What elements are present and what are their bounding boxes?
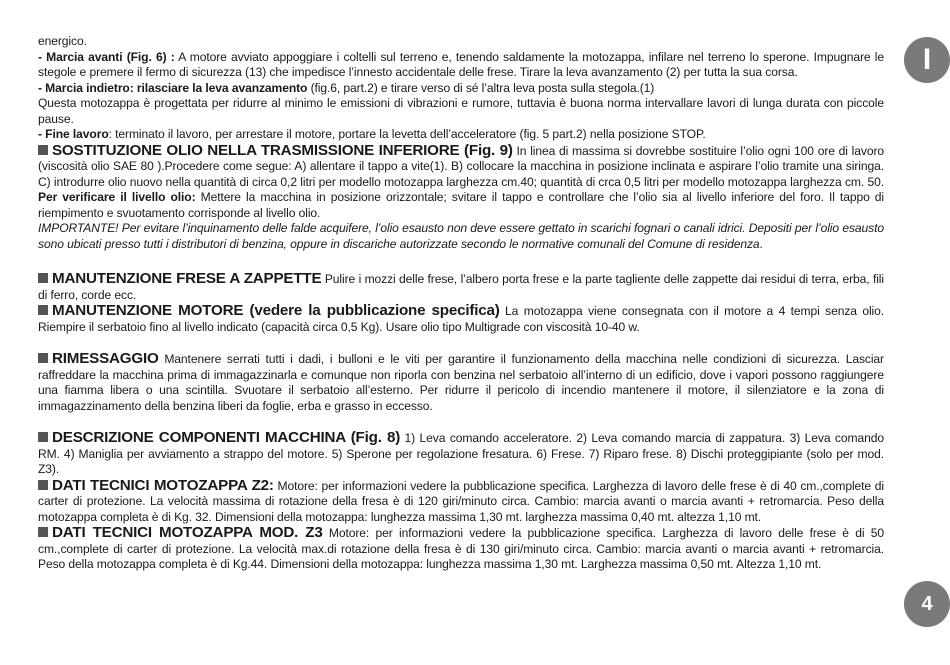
fine-lavoro-paragraph <box>38 127 884 143</box>
section-bullet-icon <box>38 480 48 490</box>
olio-important-text: IMPORTANTE! Per evitare l’inquinamento delle falde acquifere, l’olio esausto non deve essere gettato in scarichi fognari o canali idrici. Depositi per l’olio esausto sono ubicati presso tutti i distributori di benzina, oppure in discariche autorizzate secondo le normative comunali del Comune di residenza <box>38 221 884 251</box>
frese-section <box>38 271 884 303</box>
section-bullet-icon <box>38 145 48 155</box>
section-bullet-icon <box>38 432 48 442</box>
olio-text-2: Mettere la macchina in posizione orizzontale; svitare il tappo e controllare che l’olio sia al livello inferiore del foro. Il tappo di riempimento e svuotamento corrisponde al livello olio. <box>38 190 885 220</box>
olio-heading: SOSTITUZIONE OLIO NELLA TRASMISSIONE INFERIORE (Fig. 9) <box>52 141 513 159</box>
spacer <box>38 335 884 351</box>
z3-text: Motore: per informazioni vedere la pubblicazione specifica. Larghezza di lavoro delle frese è di 50 cm.,complete di carter di protezione. La velocità max.di rotazione della fresa è di 130 giri/minuto circa. Cambio: marcia avanti o marcia avanti + retromarcia. Peso della motozappa completa è di Kg.44. Dimensioni della motozappa: lunghezza massima 1,30 mt. Larghezza massima 0,50 mt. Altezza 1,10 mt. <box>38 526 885 571</box>
intro-line: energico. <box>38 34 87 48</box>
spacer <box>38 414 884 430</box>
fine-lavoro-text: : terminato il lavoro, per arrestare il motore, portare la levetta dell’acceleratore (fig. 5 part.2) nella posizione STOP. <box>108 127 706 141</box>
section-bullet-icon <box>38 305 48 315</box>
olio-important-note <box>38 221 884 252</box>
componenti-heading: DESCRIZIONE COMPONENTI MACCHINA (Fig. 8) <box>52 429 401 446</box>
marcia-avanti-text: A motore avviato appoggiare i coltelli sul terreno e, tenendo saldamente la motozappa, infilare nel terreno lo sperone. Impugnare le stegole e premere il fermo di sicurezza (13) che impedisce l’innesto accidentale delle frese. Tirare la leva avanzamento (2) per tutta la sua corsa. <box>38 49 884 79</box>
section-bullet-icon <box>38 273 48 283</box>
marcia-avanti-label: - Marcia avanti (Fig. 6) : <box>38 49 175 64</box>
motore-section <box>38 303 884 335</box>
marcia-indietro-text: (fig.6, part.2) e tirare verso di sé l’altra leva posta sulla stegola.(1) <box>307 80 655 95</box>
z3-section <box>38 525 884 573</box>
motore-text: La motozappa viene consegnata con il motore a 4 tempi senza olio. Riempire il serbatoio fino al livello indicato (capacità circa 0,5 Kg). Usare olio tipo Multigrade con viscosità 10-40 w. <box>38 304 884 334</box>
language-tab <box>904 37 950 83</box>
section-bullet-icon <box>38 527 48 537</box>
z3-heading: DATI TECNICI MOTOZAPPA MOD. Z3 <box>52 524 323 541</box>
motore-heading: MANUTENZIONE MOTORE (vedere la pubblicazione specifica) <box>52 302 500 319</box>
marcia-indietro-label: - Marcia indietro: rilasciare la leva avanzamento <box>38 80 308 95</box>
z2-section <box>38 478 884 526</box>
page-number-label: 4 <box>921 592 933 615</box>
rimessaggio-section <box>38 351 884 414</box>
frese-heading: MANUTENZIONE FRESE A ZAPPETTE <box>52 270 322 287</box>
manual-page-body <box>38 34 884 573</box>
olio-important-end: . <box>759 236 763 251</box>
rimessaggio-text: Mantenere serrati tutti i dadi, i bulloni e le viti per garantire il funzionamento della macchina nelle condizioni di sicurezza. Lasciar raffreddare la macchina prima di immagazzinarla e comunque non riporla con benzina nel serbatoio all’interno di un edificio, dove i vapori possono raggiungere una fiamma libera o una scintilla. Svuotare il serbatoio all’esterno. Per ridurre il pericolo di incendio mantenere il motore, il silenziatore e la zona di immagazzinamento della benzina liberi da foglie, erba e grasso in eccesso. <box>38 352 884 413</box>
z2-heading: DATI TECNICI MOTOZAPPA Z2: <box>52 476 274 494</box>
emissioni-paragraph: Questa motozappa è progettata per ridurre al minimo le emissioni di vibrazioni e rumore, tuttavia è buona norma intervallare lavori di lunga durata con piccole pause. <box>38 96 884 126</box>
componenti-section <box>38 430 884 478</box>
marcia-avanti-paragraph <box>38 50 884 81</box>
page-number-badge <box>904 581 950 627</box>
spacer <box>38 252 884 271</box>
rimessaggio-heading: RIMESSAGGIO <box>52 350 159 367</box>
olio-section <box>38 143 884 222</box>
marcia-indietro-paragraph <box>38 81 884 97</box>
olio-text-1: In linea di massima si dovrebbe sostituire l’olio ogni 100 ore di lavoro (viscosità olio SAE 80 ).Procedere come segue: A) allentare il tappo a vite(1). B) collocare la macchina in posizione inclinata e aspirare l’olio tramite una siringa. C) introdurre olio nuovo nella quantità di circa 0,2 litri per modello motozappa larghezza cm.40; quantità di crca 0,5 litri per modello motozappa larghezza cm. 50. <box>38 143 884 189</box>
fine-lavoro-label: - Fine lavoro <box>38 127 109 141</box>
frese-text: Pulire i mozzi delle frese, l’albero porta frese e la parte tagliente delle zappette dai residui di terra, erba, fili di ferro, corde ecc. <box>38 272 884 302</box>
section-bullet-icon <box>38 353 48 363</box>
language-tab-label: I <box>922 43 932 76</box>
olio-check-label: Per verificare il livello olio: <box>38 190 196 204</box>
z2-text: Motore: per informazioni vedere la pubblicazione specifica. Larghezza di lavoro delle frese è di 40 cm.,complete di carter di protezione. La velocità massima di rotazione della fresa è di 120 giri/minuto circa. Cambio: marcia avanti o marcia avanti + retromarcia. Peso della motozappa completa è di Kg. 32. Dimensioni della motozappa: lunghezza massima 1,30 mt. larghezza massima 0,40 mt. altezza 1,10 mt. <box>38 478 884 524</box>
componenti-text: 1) Leva comando acceleratore. 2) Leva comando marcia di zappatura. 3) Leva comando RM. 4) Maniglia per avviamento a strappo del motore. 5) Sperone per regolazione fresatura. 6) Frese. 7) Riparo frese. 8) Dischi proteggipiante (solo per mod. Z3). <box>38 431 884 476</box>
